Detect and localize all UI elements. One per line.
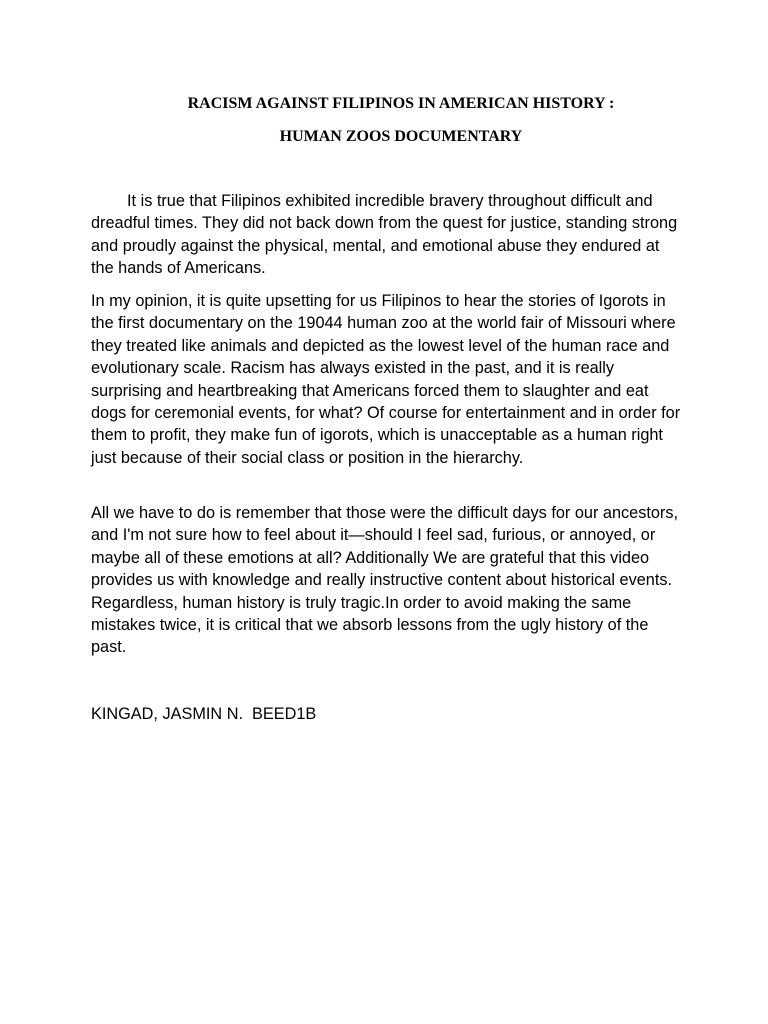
document-title-line-2: HUMAN ZOOS DOCUMENTARY: [279, 128, 523, 145]
author-signature-line: KINGAD, JASMIN N. BEED1B: [91, 705, 317, 723]
paragraph-1: It is true that Filipinos exhibited incredible bravery throughout difficult and dreadful times. They did not back down from the quest for justice, standing strong and proudly against the physical, mental, and emotional abuse they endured at the hands of Americans.: [91, 192, 678, 278]
paragraph-2: In my opinion, it is quite upsetting for us Filipinos to hear the stories of Igorots in the first documentary on the 19044 human zoo at the world fair of Missouri where they treated like animals and depicted as the lowest level of the human race and evolutionary scale. Racism has always existed in the past, and it is really surprising and heartbreaking that Americans forced them to slaughter and eat dogs for ceremonial events, for what? Of course for entertainment and in order for them to profit, they make fun of igorots, which is unacceptable as a human right just because of their social class or position in the hierarchy.: [91, 292, 681, 467]
paragraph-3: All we have to do is remember that those were the difficult days for our ancestors, and I'm not sure how to feel about it—should I feel sad, furious, or annoyed, or maybe all of these emotions at all? Additionally We are grateful that this video provides us with knowledge and really instructive content about historical events. Regardless, human history is truly tragic.In order to avoid making the same mistakes twice, it is critical that we absorb lessons from the ugly history of the past.: [91, 504, 679, 657]
document-title-line-1: RACISM AGAINST FILIPINOS IN AMERICAN HISTORY :: [187, 95, 615, 112]
